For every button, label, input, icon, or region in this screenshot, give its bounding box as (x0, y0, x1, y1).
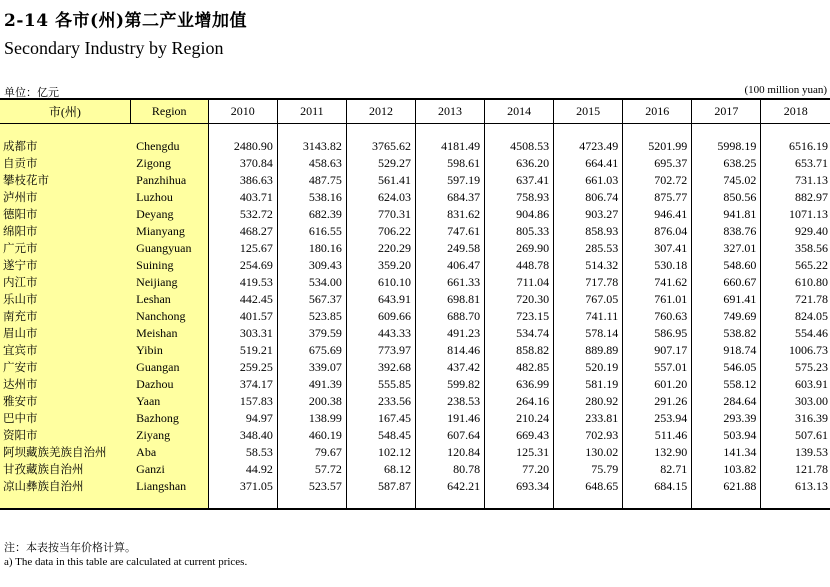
value-cell: 624.03 (346, 189, 415, 206)
value-cell: 538.16 (277, 189, 346, 206)
value-cell: 747.61 (415, 223, 484, 240)
value-cell: 546.05 (692, 359, 761, 376)
city-name-cn: 自贡市 (0, 155, 130, 172)
value-cell: 82.71 (623, 461, 692, 478)
header-row (0, 99, 830, 124)
value-cell: 567.37 (277, 291, 346, 308)
city-name-cn: 广安市 (0, 359, 130, 376)
value-cell: 767.05 (554, 291, 623, 308)
value-cell: 831.62 (415, 206, 484, 223)
value-cell: 669.43 (485, 427, 554, 444)
value-cell: 638.25 (692, 155, 761, 172)
value-cell: 838.76 (692, 223, 761, 240)
value-cell: 557.01 (623, 359, 692, 376)
table-row (0, 172, 830, 189)
value-cell: 443.33 (346, 325, 415, 342)
value-cell: 599.82 (415, 376, 484, 393)
unit-label-en: (100 million yuan) (744, 84, 827, 96)
value-cell: 5201.99 (623, 138, 692, 155)
value-cell: 102.12 (346, 444, 415, 461)
value-cell: 575.23 (795, 360, 828, 374)
value-cell: 120.84 (415, 444, 484, 461)
value-cell: 749.69 (692, 308, 761, 325)
value-cell: 520.19 (554, 359, 623, 376)
table-row (0, 325, 830, 342)
value-cell: 264.16 (485, 393, 554, 410)
value-cell: 642.21 (415, 478, 484, 495)
value-cell: 458.63 (277, 155, 346, 172)
table-row (0, 308, 830, 325)
footnote-cn: 注：本表按当年价格计算。 (4, 541, 136, 554)
region-name-en: Yibin (130, 342, 208, 359)
city-name-cn: 阿坝藏族羌族自治州 (0, 444, 130, 461)
region-name-en: Ziyang (130, 427, 208, 444)
value-cell: 760.63 (623, 308, 692, 325)
value-cell: 597.19 (415, 172, 484, 189)
table-row (0, 342, 830, 359)
value-cell: 534.00 (277, 274, 346, 291)
value-cell: 482.85 (485, 359, 554, 376)
value-cell: 280.92 (554, 393, 623, 410)
value-cell: 637.41 (485, 172, 554, 189)
value-cell: 586.95 (623, 325, 692, 342)
region-name-en: Yaan (130, 393, 208, 410)
region-name-en: Chengdu (130, 138, 208, 155)
table-row (0, 444, 830, 461)
unit-label-cn: 单位：亿元 (4, 86, 59, 99)
value-cell: 773.97 (346, 342, 415, 359)
column-header-year: 2014 (485, 99, 554, 124)
value-cell: 80.78 (415, 461, 484, 478)
value-cell: 761.01 (623, 291, 692, 308)
value-cell: 581.19 (554, 376, 623, 393)
value-cell: 210.24 (485, 410, 554, 427)
region-name-en: Bazhong (130, 410, 208, 427)
secondary-industry-table (0, 98, 830, 510)
value-cell: 359.20 (346, 257, 415, 274)
value-cell: 858.82 (485, 342, 554, 359)
value-cell: 68.12 (346, 461, 415, 478)
region-name-en: Dazhou (130, 376, 208, 393)
value-cell: 882.97 (795, 190, 828, 204)
column-header-year: 2011 (277, 99, 346, 124)
region-name-en: Deyang (130, 206, 208, 223)
city-name-cn: 雅安市 (0, 393, 130, 410)
value-cell: 386.63 (208, 172, 277, 189)
value-cell: 695.37 (623, 155, 692, 172)
value-cell: 907.17 (623, 342, 692, 359)
value-cell: 648.65 (554, 478, 623, 495)
value-cell: 358.56 (795, 241, 828, 255)
region-name-en: Zigong (130, 155, 208, 172)
value-cell: 941.81 (692, 206, 761, 223)
value-cell: 130.02 (554, 444, 623, 461)
city-name-cn: 绵阳市 (0, 223, 130, 240)
value-cell: 770.31 (346, 206, 415, 223)
region-name-en: Liangshan (130, 478, 208, 495)
value-cell: 610.10 (346, 274, 415, 291)
value-cell: 1071.13 (789, 207, 828, 221)
value-cell: 57.72 (277, 461, 346, 478)
region-name-en: Neijiang (130, 274, 208, 291)
value-cell: 132.90 (623, 444, 692, 461)
value-cell: 721.78 (795, 292, 828, 306)
value-cell: 875.77 (623, 189, 692, 206)
value-cell: 249.58 (415, 240, 484, 257)
region-name-en: Guangan (130, 359, 208, 376)
value-cell: 824.05 (795, 309, 828, 323)
value-cell: 285.53 (554, 240, 623, 257)
value-cell: 534.74 (485, 325, 554, 342)
value-cell: 621.88 (692, 478, 761, 495)
value-cell: 684.37 (415, 189, 484, 206)
value-cell: 254.69 (208, 257, 277, 274)
value-cell: 723.15 (485, 308, 554, 325)
table-row (0, 461, 830, 478)
city-name-cn: 乐山市 (0, 291, 130, 308)
value-cell: 401.57 (208, 308, 277, 325)
value-cell: 75.79 (554, 461, 623, 478)
value-cell: 4723.49 (554, 138, 623, 155)
value-cell: 253.94 (623, 410, 692, 427)
value-cell: 682.39 (277, 206, 346, 223)
city-name-cn: 眉山市 (0, 325, 130, 342)
city-name-cn: 内江市 (0, 274, 130, 291)
value-cell: 406.47 (415, 257, 484, 274)
value-cell: 309.43 (277, 257, 346, 274)
value-cell: 487.75 (277, 172, 346, 189)
value-cell: 307.41 (623, 240, 692, 257)
value-cell: 79.67 (277, 444, 346, 461)
value-cell: 702.93 (554, 427, 623, 444)
value-cell: 661.03 (554, 172, 623, 189)
value-cell: 745.02 (692, 172, 761, 189)
table-row (0, 376, 830, 393)
spacer-row (0, 124, 830, 139)
value-cell: 103.82 (692, 461, 761, 478)
value-cell: 233.56 (346, 393, 415, 410)
column-header-year: 2018 (761, 99, 830, 124)
value-cell: 58.53 (208, 444, 277, 461)
value-cell: 529.27 (346, 155, 415, 172)
value-cell: 613.13 (795, 479, 828, 493)
region-name-en: Suining (130, 257, 208, 274)
value-cell: 548.45 (346, 427, 415, 444)
value-cell: 741.62 (623, 274, 692, 291)
value-cell: 141.34 (692, 444, 761, 461)
table-row (0, 274, 830, 291)
column-header-city: 市(州) (0, 99, 130, 124)
value-cell: 636.20 (485, 155, 554, 172)
value-cell: 758.93 (485, 189, 554, 206)
region-name-en: Aba (130, 444, 208, 461)
city-name-cn: 攀枝花市 (0, 172, 130, 189)
value-cell: 675.69 (277, 342, 346, 359)
value-cell: 601.20 (623, 376, 692, 393)
value-cell: 538.82 (692, 325, 761, 342)
table-row (0, 206, 830, 223)
value-cell: 138.99 (277, 410, 346, 427)
value-cell: 468.27 (208, 223, 277, 240)
value-cell: 1006.73 (789, 343, 828, 357)
city-name-cn: 德阳市 (0, 206, 130, 223)
value-cell: 643.91 (346, 291, 415, 308)
value-cell: 653.71 (795, 156, 828, 170)
value-cell: 717.78 (554, 274, 623, 291)
value-cell: 731.13 (795, 173, 828, 187)
value-cell: 77.20 (485, 461, 554, 478)
value-cell: 125.31 (485, 444, 554, 461)
value-cell: 2480.90 (208, 138, 277, 155)
value-cell: 348.40 (208, 427, 277, 444)
city-name-cn: 甘孜藏族自治州 (0, 461, 130, 478)
value-cell: 403.71 (208, 189, 277, 206)
value-cell: 904.86 (485, 206, 554, 223)
value-cell: 806.74 (554, 189, 623, 206)
value-cell: 587.87 (346, 478, 415, 495)
value-cell: 711.04 (485, 274, 554, 291)
value-cell: 200.38 (277, 393, 346, 410)
value-cell: 598.61 (415, 155, 484, 172)
value-cell: 3143.82 (277, 138, 346, 155)
value-cell: 946.41 (623, 206, 692, 223)
value-cell: 741.11 (554, 308, 623, 325)
city-name-cn: 成都市 (0, 138, 130, 155)
value-cell: 379.59 (277, 325, 346, 342)
table-title-cn: 2-14 各市(州)第二产业增加值 (4, 11, 248, 31)
value-cell: 371.05 (208, 478, 277, 495)
value-cell: 5998.19 (692, 138, 761, 155)
value-cell: 693.34 (485, 478, 554, 495)
table-row (0, 359, 830, 376)
column-header-year: 2016 (623, 99, 692, 124)
value-cell: 706.22 (346, 223, 415, 240)
city-name-cn: 宜宾市 (0, 342, 130, 359)
value-cell: 370.84 (208, 155, 277, 172)
table-row (0, 257, 830, 274)
value-cell: 442.45 (208, 291, 277, 308)
table-row (0, 410, 830, 427)
value-cell: 259.25 (208, 359, 277, 376)
city-name-cn: 达州市 (0, 376, 130, 393)
table-row (0, 155, 830, 172)
value-cell: 858.93 (554, 223, 623, 240)
value-cell: 303.31 (208, 325, 277, 342)
value-cell: 929.40 (795, 224, 828, 238)
value-cell: 238.53 (415, 393, 484, 410)
value-cell: 191.46 (415, 410, 484, 427)
region-name-en: Ganzi (130, 461, 208, 478)
value-cell: 3765.62 (346, 138, 415, 155)
city-name-cn: 遂宁市 (0, 257, 130, 274)
value-cell: 392.68 (346, 359, 415, 376)
value-cell: 565.22 (795, 258, 828, 272)
value-cell: 616.55 (277, 223, 346, 240)
value-cell: 4181.49 (415, 138, 484, 155)
city-name-cn: 凉山彝族自治州 (0, 478, 130, 495)
value-cell: 293.39 (692, 410, 761, 427)
value-cell: 702.72 (623, 172, 692, 189)
value-cell: 507.61 (795, 428, 828, 442)
value-cell: 523.57 (277, 478, 346, 495)
value-cell: 850.56 (692, 189, 761, 206)
value-cell: 814.46 (415, 342, 484, 359)
value-cell: 664.41 (554, 155, 623, 172)
table-row (0, 291, 830, 308)
value-cell: 889.89 (554, 342, 623, 359)
value-cell: 233.81 (554, 410, 623, 427)
value-cell: 448.78 (485, 257, 554, 274)
value-cell: 558.12 (692, 376, 761, 393)
value-cell: 503.94 (692, 427, 761, 444)
value-cell: 125.67 (208, 240, 277, 257)
value-cell: 903.27 (554, 206, 623, 223)
table-body (0, 124, 830, 510)
column-header-year: 2012 (346, 99, 415, 124)
value-cell: 720.30 (485, 291, 554, 308)
table-row (0, 223, 830, 240)
value-cell: 44.92 (208, 461, 277, 478)
value-cell: 698.81 (415, 291, 484, 308)
city-name-cn: 资阳市 (0, 427, 130, 444)
value-cell: 691.41 (692, 291, 761, 308)
region-name-en: Nanchong (130, 308, 208, 325)
value-cell: 327.01 (692, 240, 761, 257)
table-row (0, 393, 830, 410)
value-cell: 688.70 (415, 308, 484, 325)
value-cell: 514.32 (554, 257, 623, 274)
region-name-en: Panzhihua (130, 172, 208, 189)
region-name-en: Meishan (130, 325, 208, 342)
column-header-year: 2010 (208, 99, 277, 124)
value-cell: 291.26 (623, 393, 692, 410)
city-name-cn: 南充市 (0, 308, 130, 325)
city-name-cn: 广元市 (0, 240, 130, 257)
table-row (0, 138, 830, 155)
value-cell: 607.64 (415, 427, 484, 444)
region-name-en: Luzhou (130, 189, 208, 206)
column-header-year: 2015 (554, 99, 623, 124)
value-cell: 284.64 (692, 393, 761, 410)
value-cell: 511.46 (623, 427, 692, 444)
value-cell: 339.07 (277, 359, 346, 376)
value-cell: 437.42 (415, 359, 484, 376)
value-cell: 684.15 (623, 478, 692, 495)
region-name-en: Guangyuan (130, 240, 208, 257)
value-cell: 660.67 (692, 274, 761, 291)
column-header-region: Region (130, 99, 208, 124)
value-cell: 532.72 (208, 206, 277, 223)
value-cell: 6516.19 (789, 139, 828, 153)
table-row (0, 478, 830, 495)
value-cell: 578.14 (554, 325, 623, 342)
value-cell: 519.21 (208, 342, 277, 359)
value-cell: 554.46 (795, 326, 828, 340)
value-cell: 269.90 (485, 240, 554, 257)
footnote-en: a) The data in this table are calculated at current prices. (4, 556, 248, 568)
value-cell: 609.66 (346, 308, 415, 325)
value-cell: 180.16 (277, 240, 346, 257)
column-header-year: 2017 (692, 99, 761, 124)
spacer-row (0, 495, 830, 509)
value-cell: 555.85 (346, 376, 415, 393)
value-cell: 491.23 (415, 325, 484, 342)
table-row (0, 240, 830, 257)
value-cell: 460.19 (277, 427, 346, 444)
table-row (0, 427, 830, 444)
column-header-year: 2013 (415, 99, 484, 124)
value-cell: 157.83 (208, 393, 277, 410)
value-cell: 561.41 (346, 172, 415, 189)
table-title-en: Secondary Industry by Region (4, 38, 224, 58)
value-cell: 805.33 (485, 223, 554, 240)
city-name-cn: 泸州市 (0, 189, 130, 206)
value-cell: 374.17 (208, 376, 277, 393)
region-name-en: Mianyang (130, 223, 208, 240)
value-cell: 491.39 (277, 376, 346, 393)
city-name-cn: 巴中市 (0, 410, 130, 427)
value-cell: 4508.53 (485, 138, 554, 155)
value-cell: 167.45 (346, 410, 415, 427)
value-cell: 636.99 (485, 376, 554, 393)
value-cell: 303.00 (795, 394, 828, 408)
value-cell: 316.39 (795, 411, 828, 425)
value-cell: 523.85 (277, 308, 346, 325)
region-name-en: Leshan (130, 291, 208, 308)
value-cell: 876.04 (623, 223, 692, 240)
value-cell: 94.97 (208, 410, 277, 427)
value-cell: 121.78 (795, 462, 828, 476)
value-cell: 139.53 (795, 445, 828, 459)
value-cell: 530.18 (623, 257, 692, 274)
value-cell: 661.33 (415, 274, 484, 291)
value-cell: 918.74 (692, 342, 761, 359)
value-cell: 548.60 (692, 257, 761, 274)
value-cell: 603.91 (795, 377, 828, 391)
value-cell: 220.29 (346, 240, 415, 257)
table-row (0, 189, 830, 206)
value-cell: 610.80 (795, 275, 828, 289)
value-cell: 419.53 (208, 274, 277, 291)
